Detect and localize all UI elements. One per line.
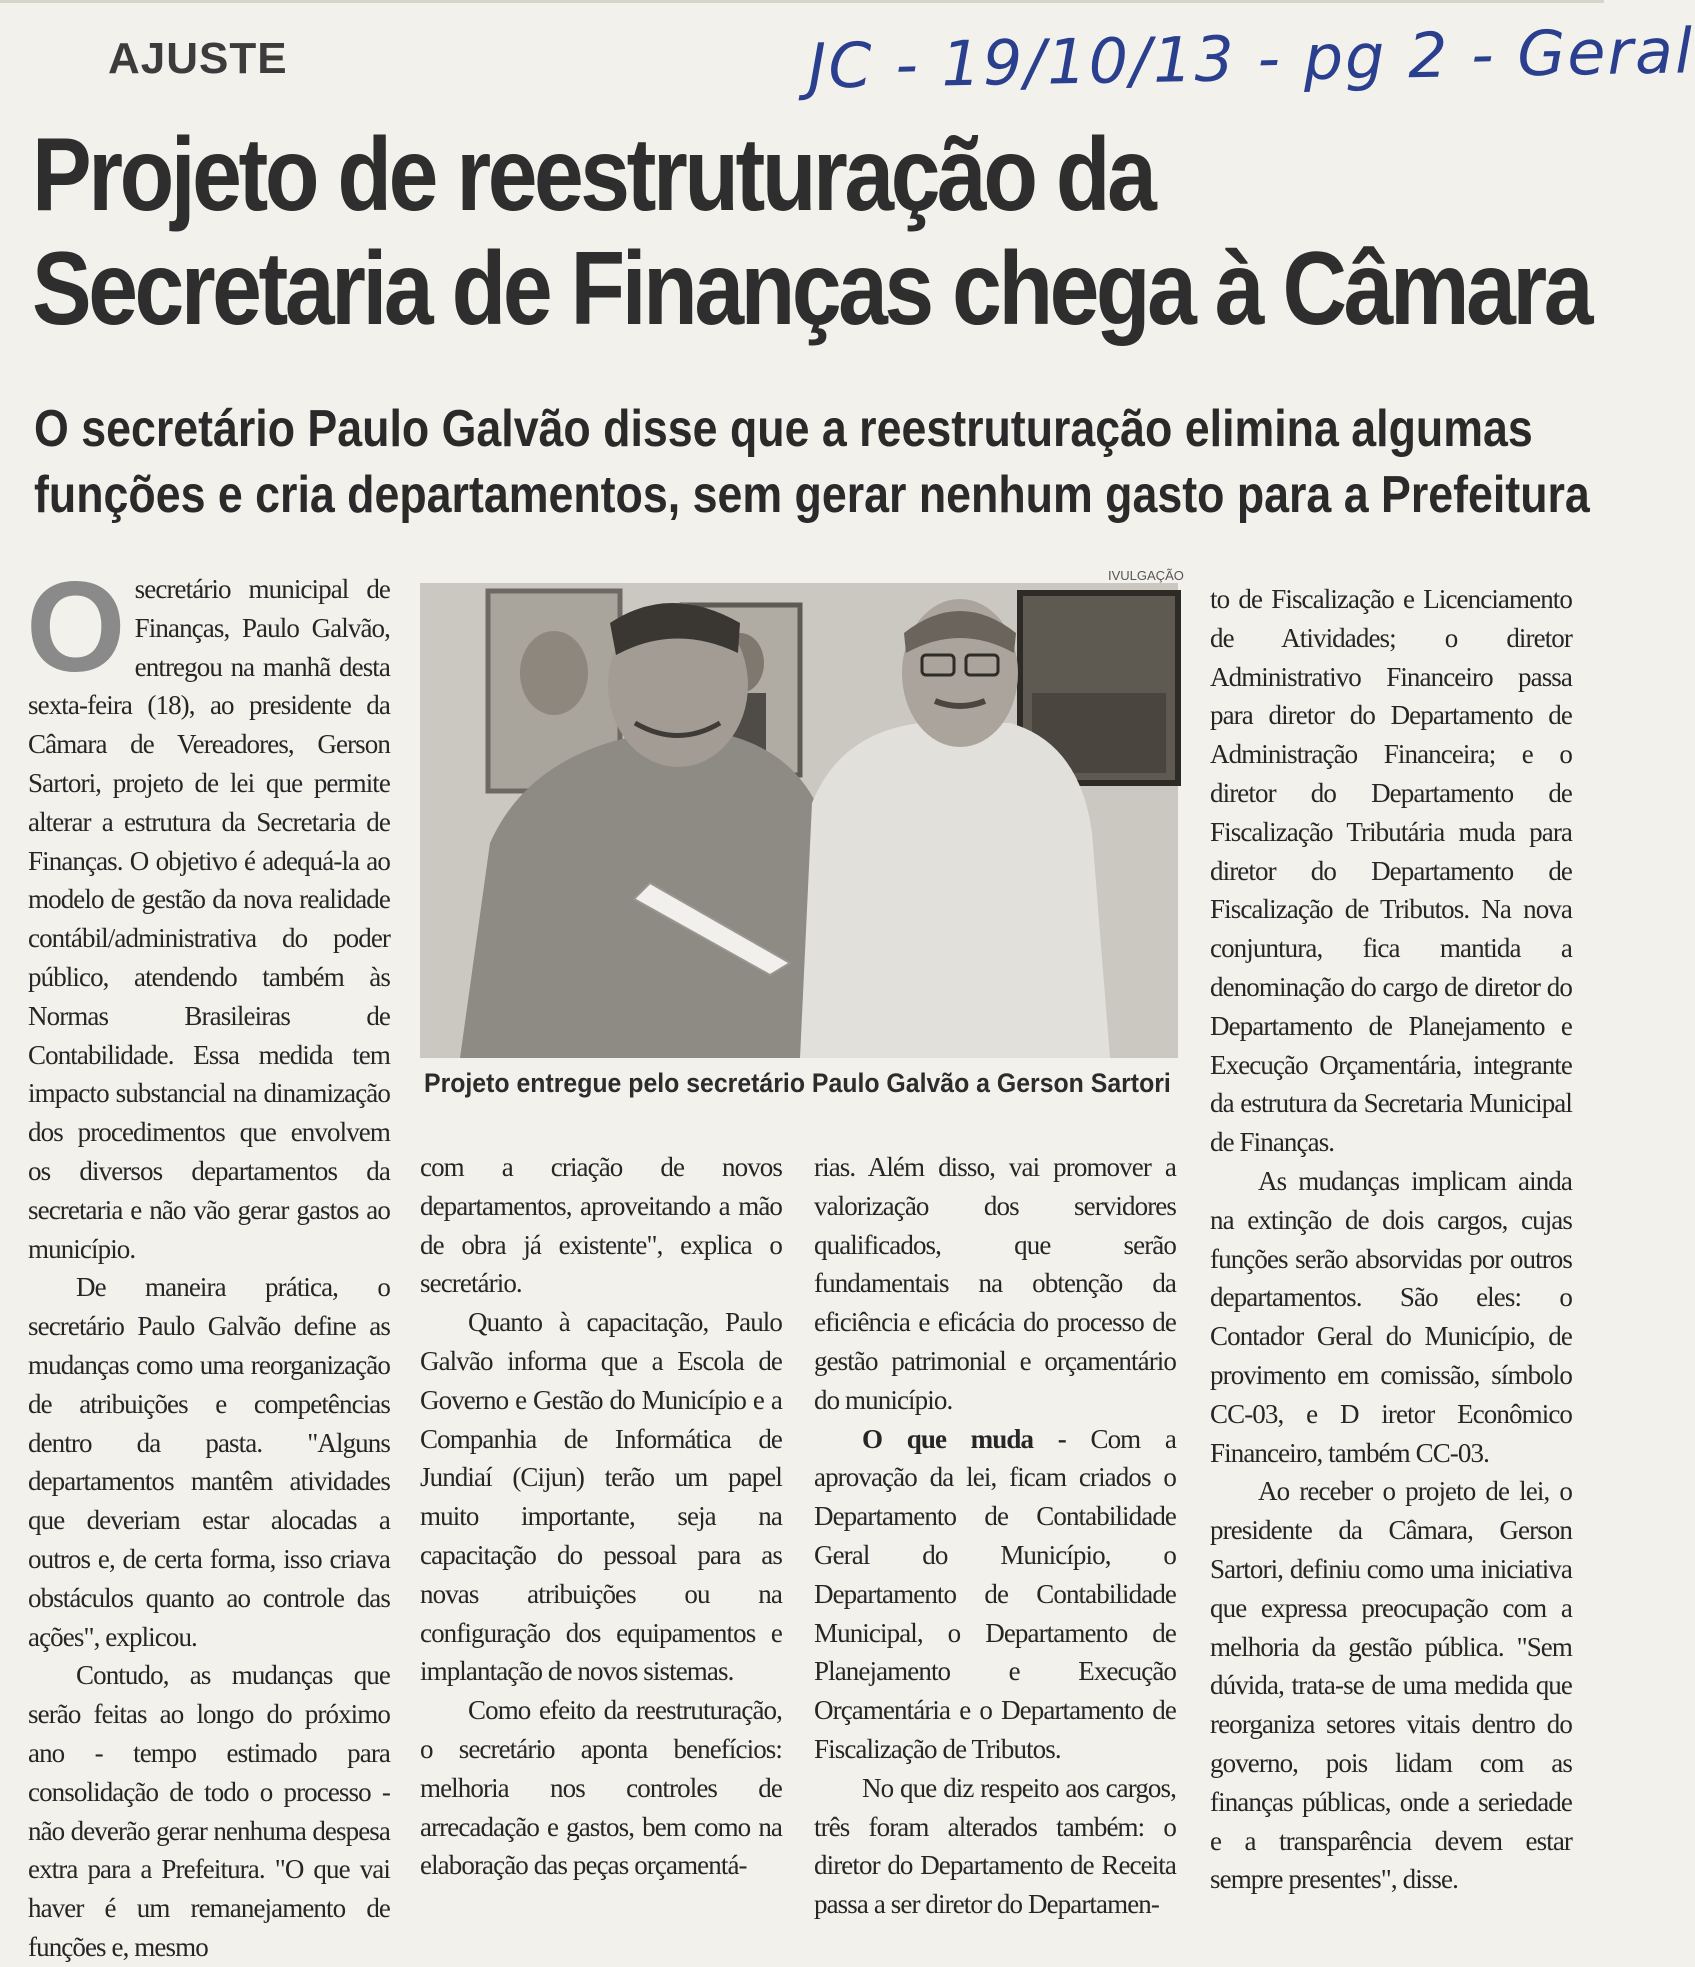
article-paragraph: Contudo, as mudanças que serão feitas ao longo do próximo ano - tempo estimado para consolidação de todo o processo - não deverão gerar nenhuma despesa extra para a Prefeitura. "O que vai haver é um remanejamento de funções e, mesmo xyxy=(28,1660,390,1962)
headline-line-2: Secretaria de Finanças chega à Câmara xyxy=(32,231,1591,347)
article-column-3 xyxy=(814,1148,1176,1924)
subheadline-line-1: O secretário Paulo Galvão disse que a reestruturação elimina algumas xyxy=(34,400,1533,458)
article-paragraph: com a criação de novos departamentos, aproveitando a mão de obra já existente", explica o secretário. xyxy=(420,1152,782,1299)
subheadline xyxy=(34,396,1590,528)
article-paragraph: De maneira prática, o secretário Paulo Galvão define as mudanças como uma reorganização de atribuições e competências dentro da pasta. "Alguns departamentos mantêm atividades que deveriam estar alocadas a outros e, de certa forma, isso criava obstáculos quanto ao controle das ações", explicou. xyxy=(28,1272,390,1652)
article-photo xyxy=(420,583,1178,1058)
article-paragraph: Como efeito da reestruturação, o secretário aponta benefícios: melhoria nos controles de arrecadação e gastos, bem como na elaboração das peças orçamentá- xyxy=(420,1695,782,1881)
article-paragraph: As mudanças implicam ainda na extinção de dois cargos, cujas funções serão absorvidas por outros departamentos. São eles: o Contador Geral do Município, de provimento em comissão, símbolo CC-03, e D iretor Econômico Financeiro, também CC-03. xyxy=(1210,1165,1572,1468)
article-paragraph xyxy=(814,1420,1176,1769)
subtitle-o-que-muda: O que muda - xyxy=(862,1423,1066,1454)
paragraph-text: Com a aprovação da lei, ficam criados o Departamento de Contabilidade Geral do Município, o Departamento de Contabilidade Municipal, o Departamento de Planejamento e Execução Orçamentária e o Departamento de Fiscalização de Tributos. xyxy=(814,1423,1176,1764)
article-paragraph: to de Fiscalização e Licenciamento de Atividades; o diretor Administrativo Financeiro passa para diretor do Departamento de Administração Financeira; e o diretor do Departamento de Fiscalização Tributária muda para diretor do Departamento de Fiscalização de Tributos. Na nova conjuntura, fica mantida a denominação do cargo de diretor do Departamento de Planejamento e Execução Orçamentária, integrante da estrutura da Secretaria Municipal de Finanças. xyxy=(1210,584,1572,1158)
headline-line-1: Projeto de reestruturação da xyxy=(32,117,1154,233)
article-column-1 xyxy=(26,556,390,1967)
drop-cap: O xyxy=(26,556,125,699)
photo-credit: IVULGAÇÃO xyxy=(1108,568,1184,583)
man-right-shirt xyxy=(800,723,1110,1058)
article-paragraph: No que diz respeito aos cargos, três foram alterados também: o diretor do Departamento de Receita passa a ser diretor do Departamen- xyxy=(814,1772,1176,1920)
paragraph-text: secretário municipal de Finanças, Paulo Galvão, entregou na manhã desta sexta-feira (18), ao presidente da Câmara de Vereadores, Gerson Sartori, projeto de lei que permite alterar a estrutura da Secretaria de Finanças. O objetivo é adequá-la ao modelo de gestão da nova realidade contábil/administrativa do poder público, atendendo também às Normas Brasileiras de Contabilidade. Essa medida tem impacto substancial na dinamização dos procedimentos que envolvem os diversos departamentos da secretaria e não vão gerar gastos ao município. xyxy=(28,574,390,1264)
article-paragraph: rias. Além disso, vai promover a valorização dos servidores qualificados, que serão fundamentais na obtenção da eficiência e eficácia do processo de gestão patrimonial e orçamentário do município. xyxy=(814,1152,1176,1415)
section-kicker: AJUSTE xyxy=(108,34,288,83)
article-column-4 xyxy=(1210,580,1572,1899)
article-paragraph: Ao receber o projeto de lei, o presidente da Câmara, Gerson Sartori, definiu como uma iniciativa que expressa preocupação com a melhoria da gestão pública. "Sem dúvida, trata-se de uma medida que reorganiza setores vitais dentro do governo, pois lidam com as finanças públicas, onde a seriedade e a transparência devem estar sempre presentes", disse. xyxy=(1210,1476,1572,1895)
portrait-figure-left xyxy=(520,631,588,715)
top-edge xyxy=(0,0,1604,3)
subheadline-line-2: funções e cria departamentos, sem gerar nenhum gasto para a Prefeitura xyxy=(34,466,1590,524)
article-column-2 xyxy=(420,1148,782,1885)
article-paragraph xyxy=(26,556,390,1268)
photo-caption: Projeto entregue pelo secretário Paulo Galvão a Gerson Sartori xyxy=(424,1068,1171,1098)
article-paragraph: Quanto à capacitação, Paulo Galvão informa que a Escola de Governo e Gestão do Município e a Companhia de Informática de Jundiaí (Cijun) terão um papel muito importante, seja na capacitação do pessoal para as novas atribuições ou na configuração dos equipamentos e implantação de novos sistemas. xyxy=(420,1307,782,1687)
photo-illustration xyxy=(420,583,1178,1058)
headline xyxy=(32,117,1591,347)
handwritten-note: JC - 19/10/13 - pg 2 - Geral xyxy=(807,14,1695,103)
